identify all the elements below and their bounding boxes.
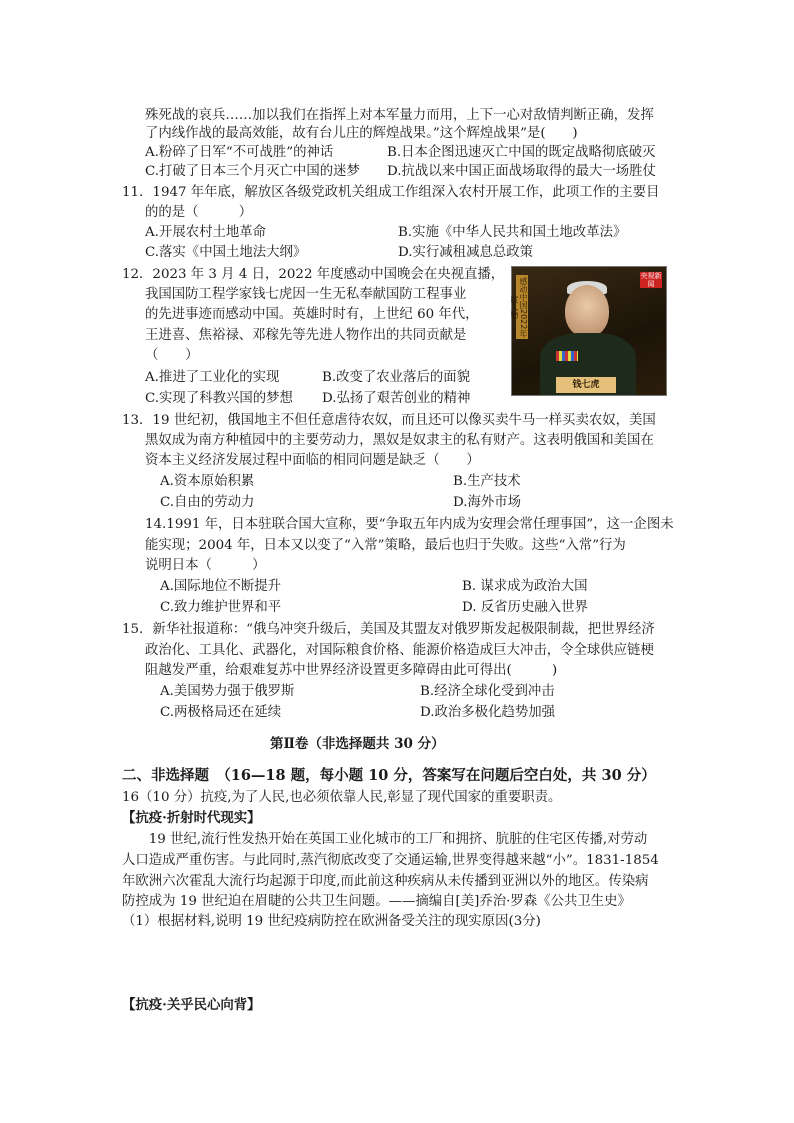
award-badge: 感动中国2022年度人物: [510, 276, 528, 338]
cctv-news-logo: 央视新闻: [640, 272, 662, 288]
q14-line-2: 能实现；2004 年，日本又以变了“入常”策略，最后也归于失败。这些“入常”行为: [145, 538, 626, 553]
q10-line-1: 殊死战的哀兵……加以我们在指挥上对本军量力而用，上下一心对敌情判断正确，发挥: [145, 108, 654, 123]
q16-intro: 16（10 分）抗疫,为了人民,也必须依靠人民,彰显了现代国家的重要职责。: [122, 790, 562, 805]
q10-option-c: C.打破了日本三个月灭亡中国的迷梦: [145, 164, 360, 179]
q11-option-c: C.落实《中国土地法大纲》: [145, 245, 307, 260]
q16-para-line-2: 人口造成严重伤害。与此同时,蒸汽彻底改变了交通运输,世界变得越来越“小”。1831-1854: [122, 853, 659, 868]
q16-para-line-3: 年欧洲六次霍乱大流行均起源于印度,而此前这种疾病从未传播到亚洲以外的地区。传染病: [122, 874, 649, 889]
q12-option-b: B.改变了农业落后的面貌: [322, 370, 471, 385]
q15-option-d: D.政治多极化趋势加强: [420, 705, 556, 720]
q10-option-b: B.日本企图迅速灭亡中国的既定战略彻底破灭: [387, 145, 656, 160]
qian-qihu-photo: [511, 266, 667, 396]
q15-option-a: A.美国势力强于俄罗斯: [160, 684, 295, 699]
q10-option-a: A.粉碎了日军“不可战胜”的神话: [145, 145, 334, 160]
q12-line-3: 的先进事迹而感动中国。英雄时时有，上世纪 60 年代，: [145, 307, 479, 322]
q16-para-line-1: 19 世纪,流行性发热开始在英国工业化城市的工厂和拥挤、肮脏的住宅区传播,对劳动: [122, 832, 648, 847]
name-plate: 钱七虎: [556, 377, 616, 393]
q11-line-2: 的的是（ ）: [145, 205, 253, 220]
q15-line-3: 阻越发严重，给艰难复苏中世界经济设置更多障碍由此可得出( ): [145, 663, 558, 678]
medal-ribbons-icon: [556, 351, 578, 361]
q12-line-2: 我国国防工程学家钱七虎因一生无私奉献国防工程事业: [145, 287, 467, 302]
q15-option-c: C.两极格局还在延续: [160, 705, 282, 720]
section-2-heading: 二、非选择题 （16—18 题，每小题 10 分，答案写在问题后空白处，共 30 分）: [122, 767, 656, 784]
q11-line-1: 11．1947 年年底，解放区各级党政机关组成工作组深入农村开展工作，此项工作的主要目: [122, 185, 660, 200]
q15-option-b: B.经济全球化受到冲击: [420, 684, 555, 699]
portrait-face: [565, 285, 609, 337]
q13-line-2: 黑奴成为南方种植园中的主要劳动力，黑奴是奴隶主的私有财产。这表明俄国和美国在: [145, 433, 654, 448]
q14-line-1: 14.1991 年，日本驻联合国大宣称，要“争取五年内成为安理会常任理事国”，这一企图未: [145, 517, 674, 532]
q16-para-line-4: 防控成为 19 世纪迫在眉睫的公共卫生问题。——摘编自[美]乔治·罗森《公共卫生史》: [122, 894, 631, 909]
q13-option-a: A.资本原始积累: [160, 474, 255, 489]
q12-option-c: C.实现了科教兴国的梦想: [145, 391, 293, 406]
volume-2-title: 第Ⅱ卷（非选择题共 30 分）: [270, 736, 445, 752]
q16-subhead-1: 【抗疫·折射时代现实】: [122, 810, 261, 826]
q12-line-5: （ ）: [145, 348, 199, 363]
q12-option-d: D.弘扬了艰苦创业的精神: [322, 391, 471, 406]
q13-option-b: B.生产技术: [453, 474, 521, 489]
q12-line-1: 12．2023 年 3 月 4 日，2022 年度感动中国晚会在央视直播，: [122, 267, 505, 282]
q12-line-4: 王进喜、焦裕禄、邓稼先等先进人物作出的共同贡献是: [145, 328, 467, 343]
q12-option-a: A.推进了工业化的实现: [145, 370, 280, 385]
q13-option-d: D.海外市场: [453, 495, 522, 510]
q13-line-1: 13．19 世纪初，俄国地主不但任意虐待农奴，而且还可以像买卖牛马一样买卖农奴，美国: [122, 413, 656, 428]
q16-question-1: （1）根据材料,说明 19 世纪疫病防控在欧洲备受关注的现实原因(3分): [122, 914, 541, 929]
q15-line-2: 政治化、工具化、武器化，对国际粮食价格、能源价格造成巨大冲击，令全球供应链梗: [145, 643, 654, 658]
q14-option-a: A.国际地位不断提升: [160, 579, 282, 594]
q10-line-2: 了内线作战的最高效能，故有台儿庄的辉煌战果。”这个辉煌战果”是( ): [145, 126, 578, 141]
q11-option-d: D.实行减租减息总政策: [398, 245, 534, 260]
q15-line-1: 15．新华社报道称：“俄乌冲突升级后，美国及其盟友对俄罗斯发起极限制裁，把世界经济: [122, 622, 655, 637]
q14-option-d: D. 反省历史融入世界: [462, 600, 588, 615]
q13-option-c: C.自由的劳动力: [160, 495, 255, 510]
q14-option-b: B. 谋求成为政治大国: [462, 579, 588, 594]
q14-option-c: C.致力维护世界和平: [160, 600, 282, 615]
q11-option-a: A.开展农村土地革命: [145, 225, 267, 240]
q11-option-b: B.实施《中华人民共和国土地改革法》: [398, 225, 627, 240]
q16-subhead-2: 【抗疫·关乎民心向背】: [122, 997, 261, 1013]
q10-option-d: D.抗战以来中国正面战场取得的最大一场胜仗: [387, 164, 656, 179]
q14-line-3: 说明日本（ ）: [145, 558, 266, 573]
q13-line-3: 资本主义经济发展过程中面临的相同问题是缺乏（ ）: [145, 453, 480, 468]
